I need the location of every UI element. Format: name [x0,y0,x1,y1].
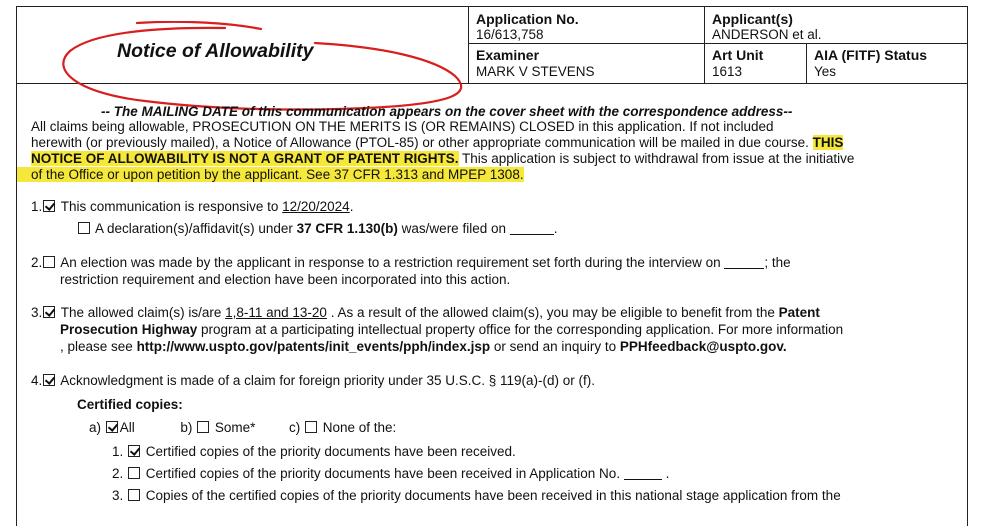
header-divider [704,7,705,83]
item-3-line-2: Prosecution Highway program at a participating intellectual property office for the corresponding application. For more information [60,322,844,337]
declaration-checkbox[interactable] [78,222,90,234]
option-some-checkbox[interactable] [197,421,209,433]
item-2-checkbox[interactable] [43,256,55,268]
applicants: ANDERSON et al. [712,27,822,42]
item-4-checkbox[interactable] [43,374,55,386]
item-3-checkbox[interactable] [43,306,55,318]
blank-field [724,256,764,269]
intro-line-4: of the Office or upon petition by the applicant. See 37 CFR 1.313 and MPEP 1308. [31,167,524,183]
certified-item-1: 1. Certified copies of the priority documents have been received. [112,444,516,459]
item-1-declaration: A declaration(s)/affidavit(s) under 37 CFR 1.130(b) was/were filed on . [77,221,558,237]
blank-field [510,222,554,235]
examiner-label: Examiner [476,47,540,63]
certified-item-1-checkbox[interactable] [128,445,140,457]
application-no: 16/613,758 [476,27,544,42]
certified-item-3: 3. Copies of the certified copies of the priority documents have been received in this national stage application from the [112,488,841,503]
aia-status: Yes [814,64,837,79]
item-2: 2. An election was made by the applicant in response to a restriction requirement set forth during the interview on ; the [31,255,791,270]
intro-line-3: NOTICE OF ALLOWABILITY IS NOT A GRANT OF PATENT RIGHTS. This application is subject to withdrawal from issue at the initiative [31,151,855,166]
mailing-date-notice: -- The MAILING DATE of this communication appears on the cover sheet with the correspondence address-- [101,104,793,119]
header-divider [468,43,967,44]
allowed-claims: 1,8-11 and 13-20 [225,305,327,320]
applicants-label: Applicant(s) [712,11,793,27]
response-date: 12/20/2024 [282,199,350,214]
blank-field [624,467,662,480]
pph-link[interactable]: http://www.uspto.gov/patents/init_events/pph/index.jsp [136,339,491,354]
item-3-line-3: , please see http://www.uspto.gov/patents/init_events/pph/index.jsp or send an inquiry to PPHfeedback@uspto.gov. [60,339,787,354]
certified-item-3-checkbox[interactable] [128,489,140,501]
certified-item-2-checkbox[interactable] [128,467,140,479]
item-1-checkbox[interactable] [43,200,55,212]
art-unit: 1613 [712,64,743,79]
art-unit-label: Art Unit [712,47,764,63]
certified-copies-heading: Certified copies: [77,397,183,412]
highlighted-text: NOTICE OF ALLOWABILITY IS NOT A GRANT OF PATENT RIGHTS. [31,151,459,166]
intro-line-2: herewith (or previously mailed), a Notice of Allowance (PTOL-85) or other appropriate communication will be mailed in due course. THIS [31,135,844,150]
page-title: Notice of Allowability [117,40,314,62]
application-no-label: Application No. [476,11,579,27]
intro-line-1: All claims being allowable, PROSECUTION ON THE MERITS IS (OR REMAINS) CLOSED in this application. If not included [31,119,774,134]
item-3: 3. The allowed claim(s) is/are 1,8-11 and 13-20 . As a result of the allowed claim(s), you may be eligible to benefit from the Patent [31,305,820,320]
pph-email[interactable]: PPHfeedback@uspto.gov. [619,339,787,354]
examiner: MARK V STEVENS [476,64,595,79]
notice-form [16,6,968,526]
certified-item-2: 2. Certified copies of the priority documents have been received in Application No. . [112,466,670,481]
item-1: 1. This communication is responsive to 12/20/2024. [31,199,354,214]
item-4: 4. Acknowledgment is made of a claim for foreign priority under 35 U.S.C. § 119(a)-(d) or (f). [31,373,595,388]
certified-options: a) All b) Some* c) None of the: [89,420,397,435]
header-divider [806,43,807,83]
option-none-checkbox[interactable] [305,421,317,433]
option-all-checkbox[interactable] [106,421,118,433]
aia-status-label: AIA (FITF) Status [814,47,928,63]
item-2-line-2: restriction requirement and election have been incorporated into this action. [60,272,511,287]
highlighted-text: THIS [812,135,844,150]
